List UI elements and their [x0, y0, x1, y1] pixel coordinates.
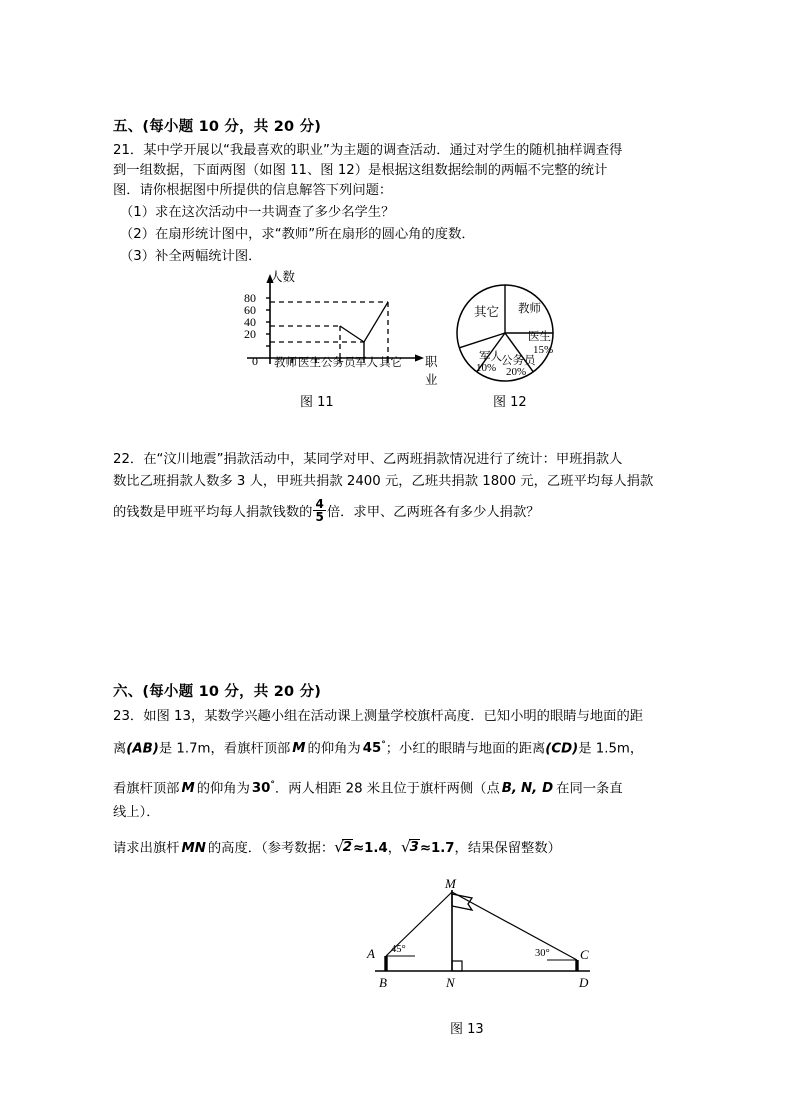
q22-fraction: [313, 498, 325, 523]
figure-12-label-teacher: 教师: [518, 301, 541, 315]
q23-l3-d: 在同一条直: [556, 781, 623, 797]
figure-12-percent-doctor: 15%: [533, 344, 554, 356]
degree-icon-2: °: [270, 780, 275, 790]
figure-13-angle-right: 30°: [535, 948, 550, 959]
figure-12-percent-civilservant: 20%: [506, 366, 527, 378]
figure-11-xtick-other: 其它: [379, 355, 402, 369]
q23-point-b: B,: [501, 781, 517, 797]
sqrt-2: [334, 837, 353, 860]
figure-12-caption: 图 12: [493, 395, 527, 410]
q23-l3-b: 的仰角为: [196, 781, 250, 797]
q23-l2-a: 离: [113, 741, 127, 757]
q23-l2-d: ；小红的眼睛与地面的距离: [385, 741, 546, 757]
q23-angle-30: 30: [251, 781, 271, 797]
q23-l2-b: 是 1.7m，看旗杆顶部: [158, 741, 291, 757]
figure-11-ytick-20: 20: [244, 327, 256, 341]
figure-11-xtick-civilservant: 公务员: [321, 355, 356, 369]
q23-l5-b: 的高度．（参考数据：: [207, 841, 335, 856]
figure-13-geometry-diagram: [355, 876, 610, 1015]
fraction-denominator: 5: [315, 510, 324, 525]
q23-line-1: 23．如图 13，某数学兴趣小组在活动课上测量学校旗杆高度．已知小明的眼睛与地面的距: [113, 709, 644, 724]
figure-11-y-axis-label: 人数: [270, 269, 296, 284]
figure-12-label-soldier: 军人: [479, 349, 502, 363]
figure-12-label-civilservant: 公务员: [501, 353, 536, 367]
figure-11-caption: 图 11: [300, 395, 334, 410]
sqrt-3-radicand: 3: [409, 840, 419, 855]
q23-line-3: [113, 775, 623, 800]
figure-13-point-c: C: [580, 947, 589, 962]
figure-13-angle-left: 45°: [391, 944, 406, 955]
fraction-numerator: 4: [315, 497, 324, 511]
q23-segment-cd: (CD): [545, 741, 579, 757]
q23-line-2: [113, 735, 643, 760]
q21-line-2: 到一组数据，下面两图（如图 11、图 12）是根据这组数据绘制的两幅不完整的统计: [113, 163, 608, 178]
q23-line-4: 线上）．: [113, 805, 160, 820]
figure-12-label-other: 其它: [474, 304, 500, 319]
q23-l3-c: ．两人相距 28 米且位于旗杆两侧（点: [274, 781, 500, 797]
q22-line-1: 22．在“汶川地震”捐款活动中，某同学对甲、乙两班捐款情况进行了统计：甲班捐款人: [113, 452, 623, 467]
q21-line-1: 21．某中学开展以“我最喜欢的职业”为主题的调查活动．通过对学生的随机抽样调查得: [113, 143, 623, 158]
q21-item-2: （2）在扇形统计图中，求“教师”所在扇形的圆心角的度数．: [120, 227, 475, 242]
q22-line-3: [113, 497, 540, 525]
q21-item-3: （3）补全两幅统计图．: [120, 249, 262, 264]
figure-11-ytick-40: 40: [244, 315, 256, 329]
q23-l2-c: 的仰角为: [307, 741, 361, 757]
figure-13-point-a: A: [367, 946, 375, 961]
section-5-heading: 五、(每小题 10 分，共 20 分): [113, 119, 322, 135]
figure-11-bar-chart: [222, 269, 438, 392]
figure-11-origin-label: 0: [252, 354, 258, 368]
q23-l3-a: 看旗杆顶部: [113, 781, 180, 797]
figure-11-xtick-soldier: 军人: [355, 355, 378, 369]
figure-11-xtick-teacher: 教师: [274, 355, 297, 369]
sqrt-3-approx: ≈1.7: [419, 841, 455, 856]
figure-13-caption: 图 13: [450, 1022, 484, 1037]
q21-line-3: 图．请你根据图中所提供的信息解答下列问题：: [113, 183, 393, 198]
q23-point-m-2: M: [181, 781, 195, 797]
figure-11-ytick-80: 80: [244, 291, 256, 305]
q23-l2-e: 是 1.5m，: [578, 741, 644, 757]
degree-icon-1: °: [381, 740, 386, 750]
q22-line-3-suffix: 倍．求甲、乙两班各有多少人捐款？: [326, 504, 540, 520]
figure-11-ytick-60: 60: [244, 303, 256, 317]
figure-12-label-doctor: 医生: [528, 329, 551, 343]
sqrt-2-approx: ≈1.4: [353, 841, 388, 856]
sqrt-2-radicand: 2: [342, 840, 353, 855]
radical-icon-2: √: [401, 838, 411, 856]
q22-line-2: 数比乙班捐款人数多 3 人，甲班共捐款 2400 元，乙班共捐款 1800 元，乙班平均每人捐款: [113, 474, 654, 489]
q23-l5-a: 请求出旗杆: [113, 841, 180, 856]
q23-point-d: D: [542, 781, 554, 797]
q23-line-5: [113, 837, 561, 860]
q22-line-3-prefix: 的钱数是甲班平均每人捐款钱数的: [113, 504, 313, 520]
q23-l5-d: ，结果保留整数）: [454, 841, 561, 856]
sqrt-3: [401, 837, 420, 860]
figure-11-x-axis-label: 职业: [425, 354, 438, 387]
q23-point-n: N,: [520, 781, 538, 797]
q23-l5-c: ，: [387, 841, 402, 856]
q23-segment-ab: (AB): [126, 741, 159, 757]
figure-12-pie-chart: [445, 278, 570, 388]
figure-13-point-n: N: [446, 975, 455, 990]
figure-13-point-d: D: [579, 975, 589, 990]
figure-12-percent-soldier: 10%: [476, 362, 497, 374]
figure-13-point-b: B: [379, 975, 387, 990]
q23-point-m-1: M: [292, 741, 306, 757]
q23-segment-mn: MN: [181, 841, 206, 856]
q23-angle-45: 45: [362, 741, 382, 757]
figure-11-xtick-doctor: 医生: [298, 355, 321, 369]
figure-13-point-m: M: [445, 876, 456, 891]
radical-icon-1: √: [334, 838, 344, 856]
section-6-heading: 六、(每小题 10 分，共 20 分): [113, 684, 322, 700]
q21-item-1: （1）求在这次活动中一共调查了多少名学生？: [120, 205, 395, 220]
